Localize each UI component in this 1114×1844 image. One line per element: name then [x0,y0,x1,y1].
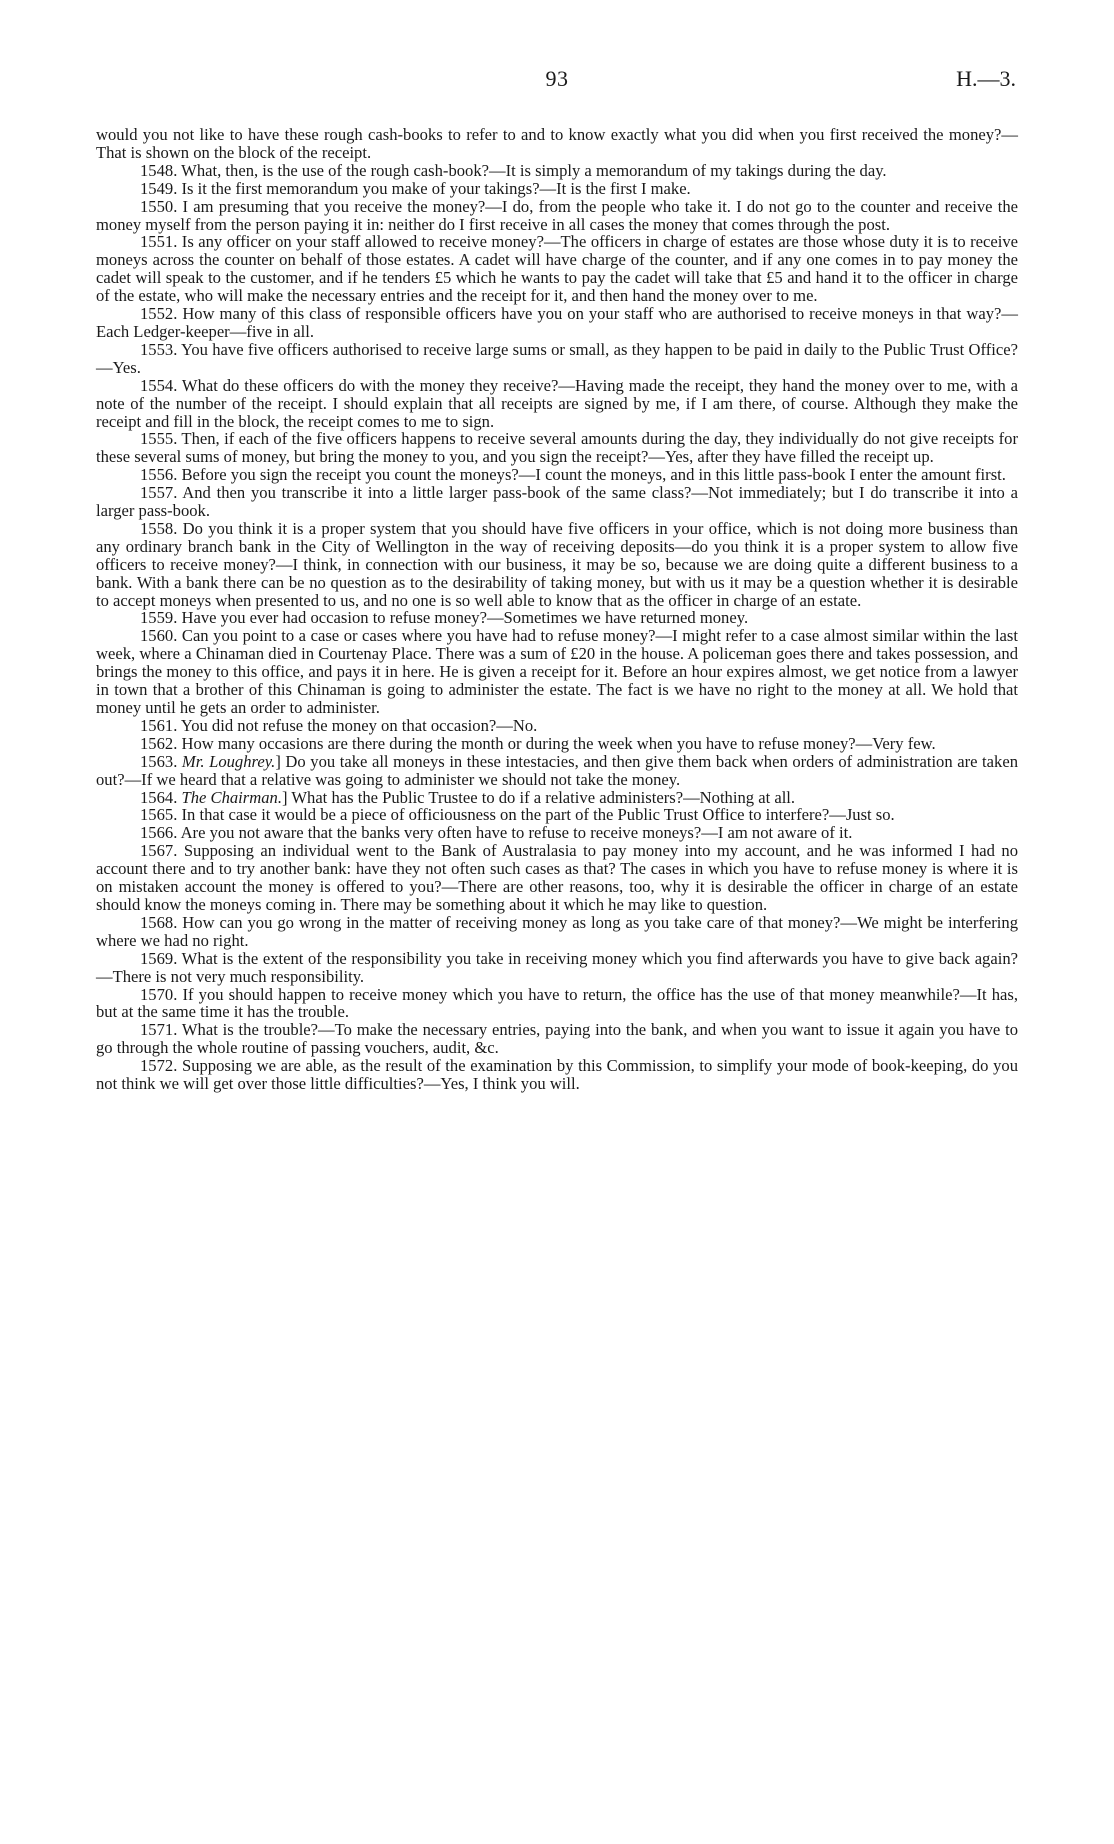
question-number: 1564. [140,787,182,807]
question-text: ] What has the Public Trustee to do if a relative administers?—Nothing at all. [281,787,796,807]
speaker-name: The Chairman. [181,787,282,807]
paragraph-1568: 1568. How can you go wrong in the matter of receiving money as long as you take care of that money?—We might be interfering where we had no right. [96,912,1018,950]
paragraph-1566: 1566. Are you not aware that the banks very often have to refuse to receive moneys?—I am not aware of it. [140,823,853,843]
paragraph-1553: 1553. You have five officers authorised to receive large sums or small, as they happen to be paid in daily to the Public Trust Office?—Yes. [96,339,1018,377]
paragraph-1551: 1551. Is any officer on your staff allowed to receive money?—The officers in charge of estates are those whose duty it is to receive moneys across the counter on behalf of those estates. A cadet will have charge of the counter, and if any one comes in to pay money the cadet will speak to the customer, and if he tenders £5 which he wants to pay the cadet will take that £5 and hand it to the officer in charge of the estate, who will make the necessary entries and the receipt for it, and then hand the money over to me. [96,232,1018,306]
paragraph-1548: 1548. What, then, is the use of the rough cash-book?—It is simply a memorandum of my takings during the day. [140,160,887,180]
paragraph-1555: 1555. Then, if each of the five officers happens to receive several amounts during the day, they individually do not give receipts for these several sums of money, but bring the money to you, and you sign the receipt?—Yes, after they have filled the receipt up. [96,429,1018,467]
paragraph-1558: 1558. Do you think it is a proper system that you should have five officers in your office, which is not doing more business than any ordinary branch bank in the City of Wellington in the way of receiving deposits—do you think it is a proper system to allow five officers to receive money?—I think, in connection with our business, it may be so, because we are doing quite a different business to a bank. With a bank there can be no question as to the desirability of taking money, but with us it may be a question whether it is desirable to accept moneys when presented to us, and no one is so well able to know that as the officer in charge of an estate. [96,518,1018,610]
paragraph-1552: 1552. How many of this class of responsible officers have you on your staff who are authorised to receive moneys in that way?—Each Ledger-keeper—five in all. [96,304,1018,341]
document-reference: H.—3. [956,66,1016,91]
paragraph-continued: would you not like to have these rough cash-books to refer to and to know exactly what you did when you first received the money?—That is shown on the block of the receipt. [96,125,1018,162]
paragraph-1554: 1554. What do these officers do with the money they receive?—Having made the receipt, they hand the money over to me, with a note of the number of the receipt. I should explain that all receipts are signed by me, if I am there, of course. Although they make the receipt and fill in the block, the receipt comes to me to sign. [96,375,1018,431]
paragraph-1562: 1562. How many occasions are there during the month or during the week when you have to refuse money?—Very few. [140,733,936,753]
paragraph-1561: 1561. You did not refuse the money on that occasion?—No. [140,715,538,735]
paragraph-1567: 1567. Supposing an individual went to the Bank of Australasia to pay money into my account, and he was informed I had no account there and to try another bank: have they not often such cases as that? The cases in which you have to refuse money is where it is on mistaken account the money is offered to you?—There are other reasons, too, why it is desirable the officer in charge of an estate should know the moneys coming in. There may be something about it which he may like to question. [96,841,1018,914]
body-text [96,126,1018,1093]
paragraph-1565: 1565. In that case it would be a piece of officiousness on the part of the Public Trust Office to interfere?—Just so. [140,805,895,825]
speaker-name: Mr. Loughrey. [181,751,276,771]
paragraph-1569: 1569. What is the extent of the responsibility you take in receiving money which you find afterwards you have to give back again?—There is not very much responsibility. [96,948,1018,986]
paragraph-1557: 1557. And then you transcribe it into a little larger pass-book of the same class?—Not immediately; but I do transcribe it into a larger pass-book. [96,483,1018,521]
paragraph-1549: 1549. Is it the first memorandum you make of your takings?—It is the first I make. [140,178,691,198]
paragraph-1560: 1560. Can you point to a case or cases where you have had to refuse money?—I might refer to a case almost similar within the last week, where a Chinaman died in Courtenay Place. There was a sum of £20 in the house. A policeman goes there and takes possession, and brings the money to this office, and pays it in here. He is given a receipt for it. Before an hour expires almost, we get notice from a lawyer in town that a brother of this Chinaman is going to administer the estate. The fact is we have no right to the money at all. We hold that money until he gets an order to administer. [96,626,1018,717]
paragraph-1550: 1550. I am presuming that you receive the money?—I do, from the people who take it. I do not go to the counter and receive the money myself from the person paying it in: neither do I first receive in all cases the money that comes through the post. [96,196,1018,234]
paragraph-1571: 1571. What is the trouble?—To make the necessary entries, paying into the bank, and when you want to issue it again you have to go through the whole routine of passing vouchers, audit, &c. [96,1020,1018,1058]
question-text: ] Do you take all moneys in these intestacies, and then give them back when orders of administration are taken out?—If we heard that a relative was going to administer we should not take the money. [96,751,1018,789]
paragraph-1570: 1570. If you should happen to receive money which you have to return, the office has the use of that money meanwhile?—It has, but at the same time it has the trouble. [96,984,1018,1022]
paragraph-1559: 1559. Have you ever had occasion to refuse money?—Sometimes we have returned money. [140,608,749,628]
paragraph-1564 [96,789,1018,807]
paragraph-1572: 1572. Supposing we are able, as the result of the examination by this Commission, to simplify your mode of book-keeping, do you not think we will get over those little difficulties?—Yes, I think you will. [96,1056,1018,1094]
paragraph-1556: 1556. Before you sign the receipt you count the moneys?—I count the moneys, and in this little pass-book I enter the amount first. [140,465,1006,485]
paragraph-1563 [96,753,1018,789]
page-number: 93 [545,66,569,91]
question-number: 1563. [140,751,182,771]
